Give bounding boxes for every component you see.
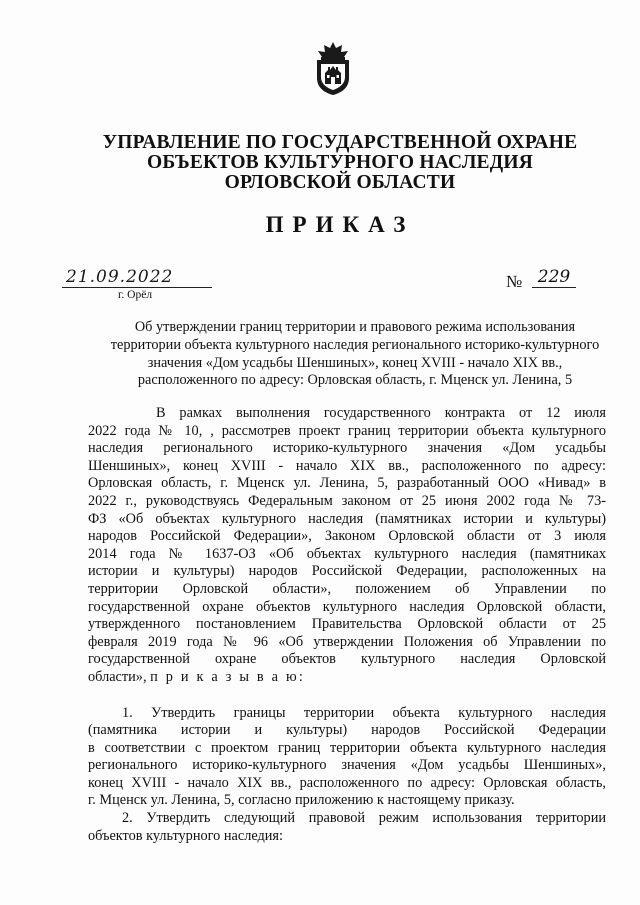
text-line: истории и культуры) народов Российской Федерации, расположенных на [88, 563, 606, 580]
order-item-2 [88, 810, 606, 845]
text-fragment: области», [88, 668, 151, 685]
subject-line: значения «Дом усадьбы Шеншиных», конец XVIII - начало XIX вв., [147, 354, 563, 371]
text-line: регионального историко-культурного значения «Дом усадьбы Шеншиных», [88, 757, 606, 774]
text-line: территории Орловской области», положением об Управлении по [88, 580, 606, 597]
order-number-block [506, 268, 576, 290]
paragraph-gap [88, 687, 606, 705]
text-line: 2014 года № 1637-ОЗ «Об объектах культурного наследия (памятниках [88, 545, 606, 562]
organization-name-line: ОБЪЕКТОВ КУЛЬТУРНОГО НАСЛЕДИЯ [146, 152, 534, 173]
text-line: наследия регионального историко-культурного значения «Дом усадьбы [88, 440, 606, 457]
order-subject [103, 319, 607, 390]
text-line: 2022 г., руководствуясь Федеральным законом от 25 июня 2002 года № 73- [88, 492, 606, 509]
text-line: 1. Утвердить границы территории объекта культурного наследия [122, 704, 606, 721]
text-line: конец XVIII - начало XIX вв., расположенного по адресу: Орловская область, [88, 774, 606, 791]
text-line: 2022 года № 10, , рассмотрев проект границ территории объекта культурного [88, 422, 606, 439]
number-sign: № [506, 272, 523, 291]
coat-of-arms-icon [312, 40, 354, 96]
order-number: 229 [532, 268, 576, 288]
text-line: народов Российской Федерации», Законом Орловской области от 3 июля [88, 528, 606, 545]
text-line: в соответствии с проектом границ территории объекта культурного наследия [88, 739, 606, 756]
text-line: февраля 2019 года № 96 «Об утверждении Положения об Управлении по [88, 633, 606, 650]
text-line: объектов культурного наследия: [88, 827, 283, 844]
text-line: государственной охране объектов культурного наследия Орловской [88, 651, 606, 668]
preamble-paragraph [88, 405, 606, 687]
subject-line: расположенного по адресу: Орловская область, г. Мценск ул. Ленина, 5 [137, 372, 573, 389]
text-line: Шеншиных», конец XVIII - начало XIX вв., расположенного по адресу: [88, 457, 606, 474]
text-line: Орловская область, г. Мценск ул. Ленина, 5, разработанный ООО «Нивад» в [88, 475, 606, 492]
subject-line: Об утверждении границ территории и правового режима использования [134, 319, 576, 335]
text-line: г. Мценск ул. Ленина, 5, согласно приложению к настоящему приказу. [88, 792, 515, 809]
order-body [88, 405, 606, 845]
organization-name-line: ОРЛОВСКОЙ ОБЛАСТИ [224, 172, 456, 193]
text-line: утвержденного постановлением Правительства Орловской области от 25 [88, 616, 606, 633]
subject-line: территории объекта культурного наследия регионального историко-культурного [110, 336, 600, 353]
city-label: г. Орёл [118, 289, 153, 301]
text-line: ФЗ «Об объектах культурного наследия (памятниках истории и культуры) [88, 510, 606, 527]
document-type-title: ПРИКАЗ [265, 212, 415, 237]
text-line: В рамках выполнения государственного контракта от 12 июля [156, 405, 606, 421]
text-line: 2. Утвердить следующий правовой режим использования территории [122, 810, 606, 827]
text-line: государственной охране объектов культурного наследия Орловской области, [88, 598, 606, 615]
order-word: п р и к а з ы в а ю: [150, 668, 306, 685]
text-line: (памятника истории и культуры) народов Российской Федерации [88, 722, 606, 739]
organization-name-line: УПРАВЛЕНИЕ ПО ГОСУДАРСТВЕННОЙ ОХРАНЕ [102, 132, 578, 153]
order-date: 21.09.2022 [62, 268, 212, 288]
organization-name [80, 133, 600, 193]
text-line [88, 669, 606, 687]
order-date-block [62, 268, 212, 301]
order-item-1 [88, 705, 606, 811]
